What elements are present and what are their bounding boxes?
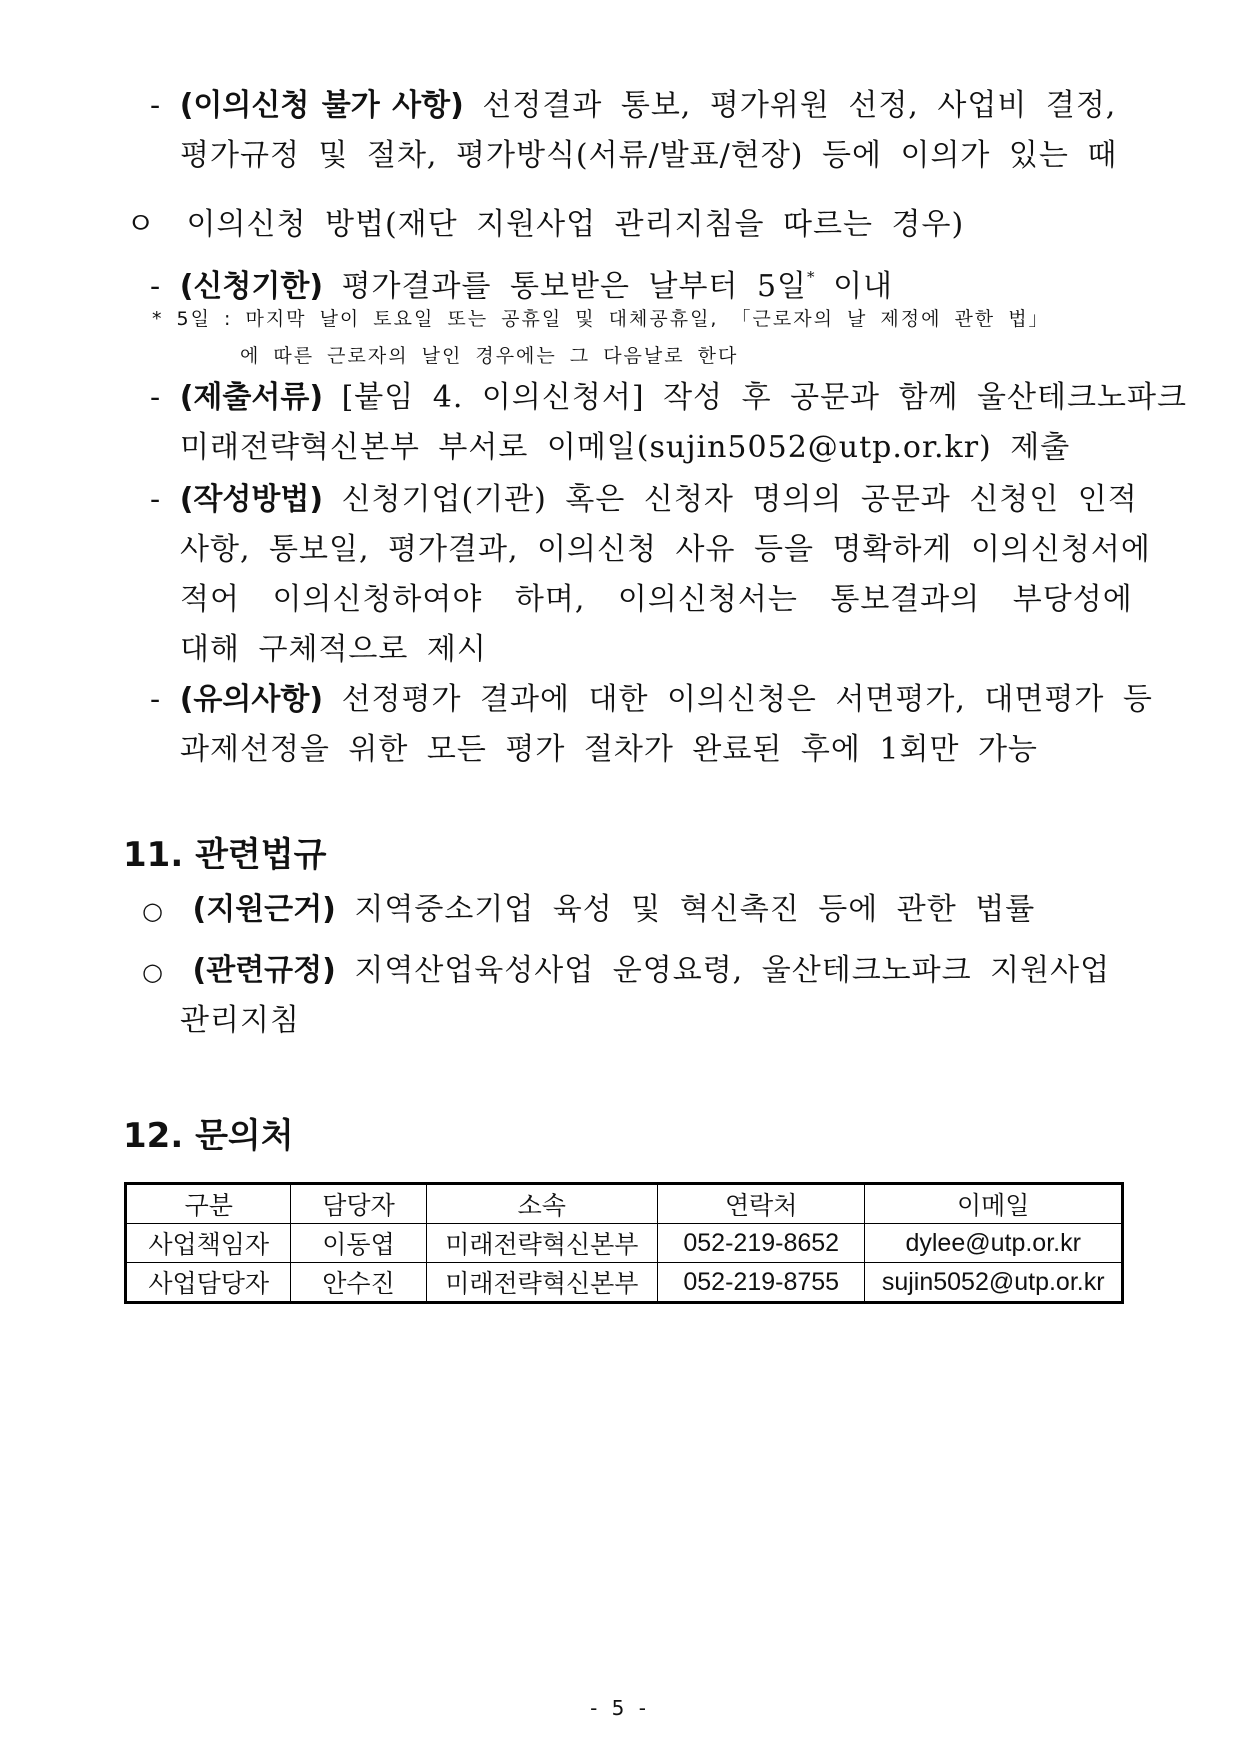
item-text: 선정결과 통보, 평가위원 선정, 사업비 결정, <box>482 88 1117 123</box>
header-email: 이메일 <box>865 1184 1123 1224</box>
documents-line-2: 미래전략혁신본부 부서로 이메일(sujin5052@utp.or.kr) 제출 <box>180 430 1071 465</box>
documents-text: [붙임 4. 이의신청서] 작성 후 공문과 함께 울산테크노파크 <box>341 380 1187 415</box>
row-department: 미래전략혁신본부 <box>426 1224 658 1263</box>
howto-line-1 <box>150 480 1138 520</box>
item-heading: (제출서류) <box>179 380 324 415</box>
legal-basis-line <box>142 890 1035 931</box>
related-rules-line-2: 관리지침 <box>180 1003 300 1038</box>
row-category: 사업담당자 <box>126 1263 291 1303</box>
table-header-row <box>126 1184 1123 1224</box>
footnote-line-1: * 5일 : 마지막 날이 토요일 또는 공휴일 및 대체공휴일, 「근로자의 날 제정에 관한 법」 <box>152 308 1050 330</box>
circle-bullet-icon: ○ <box>142 958 164 986</box>
howto-line-4: 대해 구체적으로 제시 <box>180 632 487 667</box>
deadline-text: 평가결과를 통보받은 날부터 5일 <box>341 269 808 304</box>
footnote-mark: * <box>807 268 815 286</box>
row-person: 안수진 <box>291 1263 426 1303</box>
dash: - <box>150 482 162 517</box>
caution-line-1 <box>150 680 1153 720</box>
objection-exclusion-line-2: 평가규정 및 절차, 평가방식(서류/발표/현장) 등에 이의가 있는 때 <box>180 138 1118 173</box>
bullet-icon: ㅇ <box>126 207 156 242</box>
row-phone: 052-219-8652 <box>658 1224 865 1263</box>
header-person: 담당자 <box>291 1184 426 1224</box>
section-11-title: 11. 관련법규 <box>123 835 327 875</box>
table-row <box>126 1224 1123 1263</box>
header-department: 소속 <box>426 1184 658 1224</box>
howto-line-2: 사항, 통보일, 평가결과, 이의신청 사유 등을 명확하게 이의신청서에 <box>180 532 1151 567</box>
dash: - <box>150 682 162 717</box>
row-person: 이동엽 <box>291 1224 426 1263</box>
row-email: dylee@utp.or.kr <box>865 1224 1123 1263</box>
related-rules-text: 지역산업육성사업 운영요령, 울산테크노파크 지원사업 <box>354 953 1111 988</box>
contact-table <box>124 1182 1124 1304</box>
table-row <box>126 1263 1123 1303</box>
documents-line-1 <box>150 378 1187 418</box>
related-rules-line-1 <box>142 951 1110 992</box>
item-heading: (관련규정) <box>192 953 336 988</box>
section-12-title: 12. 문의처 <box>123 1116 294 1156</box>
footnote-line-2: 에 따른 근로자의 날인 경우에는 그 다음날로 한다 <box>240 345 739 367</box>
howto-text: 신청기업(기관) 혹은 신청자 명의의 공문과 신청인 인적 <box>341 482 1138 517</box>
objection-exclusion-line-1 <box>150 86 1116 126</box>
page-number: - 5 - <box>590 1696 650 1720</box>
dash: - <box>150 380 162 415</box>
circle-bullet-icon: ○ <box>142 897 164 925</box>
item-heading: (이의신청 불가 사항) <box>179 88 464 123</box>
row-email: sujin5052@utp.or.kr <box>865 1263 1123 1303</box>
dash: - <box>150 88 162 123</box>
item-heading: (신청기한) <box>179 269 324 304</box>
legal-basis-text: 지역중소기업 육성 및 혁신촉진 등에 관한 법률 <box>354 892 1036 927</box>
item-heading: (유의사항) <box>179 682 324 717</box>
caution-line-2: 과제선정을 위한 모든 평가 절차가 완료된 후에 1회만 가능 <box>180 732 1038 767</box>
header-phone: 연락처 <box>658 1184 865 1224</box>
row-phone: 052-219-8755 <box>658 1263 865 1303</box>
item-heading: (지원근거) <box>192 892 336 927</box>
row-category: 사업책임자 <box>126 1224 291 1263</box>
howto-line-3: 적어 이의신청하여야 하며, 이의신청서는 통보결과의 부당성에 <box>180 582 1133 617</box>
item-heading: (작성방법) <box>179 482 324 517</box>
method-text: 이의신청 방법(재단 지원사업 관리지침을 따르는 경우) <box>186 207 965 242</box>
deadline-line <box>150 257 893 307</box>
caution-text: 선정평가 결과에 대한 이의신청은 서면평가, 대면평가 등 <box>341 682 1153 717</box>
header-category: 구분 <box>126 1184 291 1224</box>
row-department: 미래전략혁신본부 <box>426 1263 658 1303</box>
deadline-tail: 이내 <box>833 269 894 304</box>
objection-method-line <box>126 205 964 245</box>
dash: - <box>150 269 162 304</box>
